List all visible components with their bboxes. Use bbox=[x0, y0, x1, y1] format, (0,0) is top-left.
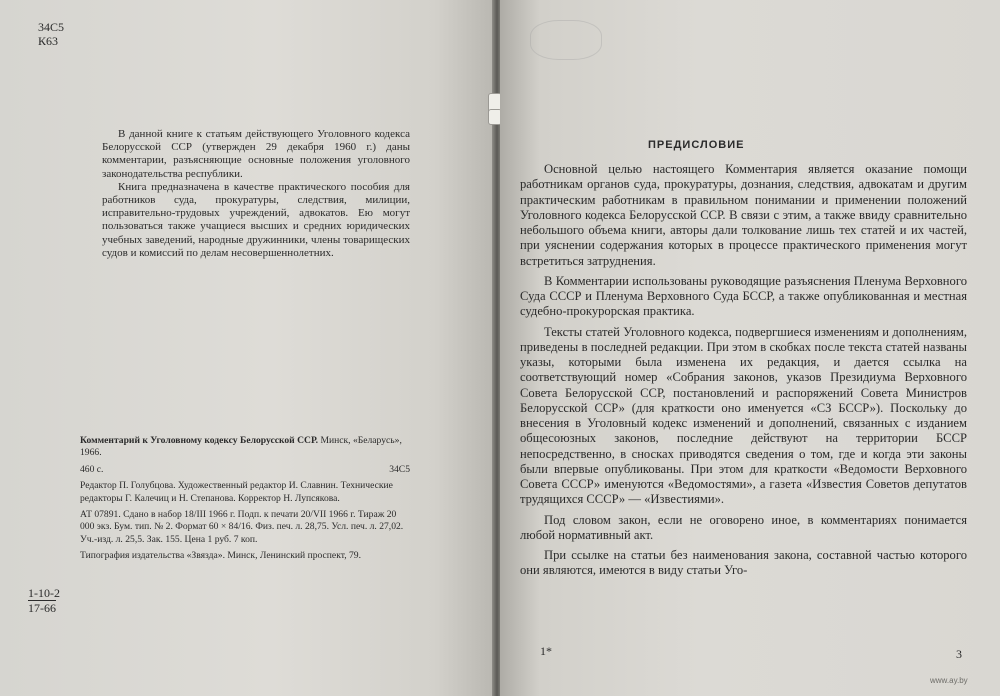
abstract-paragraph-2: Книга предназначена в качестве практического пособия для работников суда, прокуратуры, следствия, милиции, исправительно-трудовых учреждений, адвокатов. Ею могут пользоваться также учащиеся высших и средних юридических учебных заведений, народные дружинники, члены товарищеских судов и комиссий по делам несовершеннолетних. bbox=[102, 180, 410, 259]
abstract-paragraph-1: В данной книге к статьям действующего Уголовного кодекса Белорусской ССР (утвержден 29 декабря 1960 г.) даны комментарии, разъясняющие основные положения уголовного законодательства республики. bbox=[102, 128, 410, 180]
biblio-pages: 460 с. bbox=[80, 463, 104, 475]
biblio-credits: Редактор П. Голубцова. Художественный редактор И. Славнин. Технические редакторы Г. Калечиц и Н. Степанова. Корректор Н. Лупсякова. bbox=[80, 480, 393, 504]
preface-body bbox=[520, 162, 967, 584]
bibliographic-record bbox=[80, 435, 410, 567]
faded-stamp-icon bbox=[530, 20, 602, 60]
preface-title: ПРЕДИСЛОВИЕ bbox=[648, 139, 745, 151]
classification-line-2: К63 bbox=[38, 34, 59, 48]
watermark-text: www.ay.by bbox=[930, 676, 968, 685]
biblio-print-info: АТ 07891. Сдано в набор 18/III 1966 г. Подп. к печати 20/VII 1966 г. Тираж 20 000 экз. Бум. тип. № 2. Формат 60 × 84/16. Физ. печ. л. 28,75. Усл. печ. л. 27,02. Уч.-изд. л. 25,5. Зак. 155. Цена 1 руб. 7 коп. bbox=[80, 509, 404, 545]
left-page bbox=[0, 0, 494, 696]
signature-mark: 1* bbox=[540, 644, 552, 658]
preface-paragraph-1: Основной целью настоящего Комментария является оказание помощи работникам органов суда, прокуратуры, дознания, следствия, адвокатам и другим практическим работникам в правильном понимании и применении положений Уголовного кодекса Белорусской ССР. В связи с этим, а также ввиду сравнительно небольшого объема книги, авторы дали толкование лишь тех статей и их частей, при уяснении содержания которых в процессе практического применения могут встретиться затруднения. bbox=[520, 162, 967, 268]
index-numerator: 1-10-2 bbox=[28, 586, 60, 600]
biblio-imprint: Минск, «Беларусь», 1966. bbox=[80, 435, 402, 459]
preface-paragraph-3: Тексты статей Уголовного кодекса, подвергшиеся изменениям и дополнениям, приведены в последней редакции. При этом в скобках после текста статей названы указы, которыми была изменена их редакция, и дается ссылка на соответствующий номер «Собрания законов, указов Президиума Верховного Совета Белорусской ССР, постановлений и распоряжений Совета Министров Белорусской ССР» (для краткости оно именуется «СЗ БССР»). Поскольку до внесения в Уголовный кодекс изменений и дополнений, связанных с изданием общесоюзных законов, последние действуют на территории БССР непосредственно, в сносках приводятся сведения о том, где и когда эти законы были впервые опубликованы. При этом для краткости «Ведомости Верховного Совета СССР» именуются «Ведомостями», а газета «Известия Советов депутатов трудящихся СССР» — «Известиями». bbox=[520, 324, 967, 507]
book-abstract bbox=[102, 128, 410, 260]
preface-paragraph-2: В Комментарии использованы руководящие разъяснения Пленума Верховного Суда СССР и Пленума Верховного Суда БССР, а также опубликованная и местная судебно-прокурорская практика. bbox=[520, 273, 967, 319]
index-denominator: 17-66 bbox=[28, 601, 56, 615]
biblio-printer: Типография издательства «Звязда». Минск, Ленинский проспект, 79. bbox=[80, 550, 361, 562]
preface-paragraph-5: При ссылке на статьи без наименования закона, составной частью которого они являются, имеются в виду статьи Уго- bbox=[520, 548, 967, 578]
biblio-code: 34С5 bbox=[389, 463, 410, 475]
page-number: 3 bbox=[956, 647, 962, 661]
biblio-title: Комментарий к Уголовному кодексу Белорусской ССР. bbox=[80, 435, 319, 446]
classification-line-1: 34С5 bbox=[38, 20, 65, 34]
preface-paragraph-4: Под словом закон, если не оговорено иное, в комментариях понимается любой нормативный акт. bbox=[520, 512, 967, 542]
classification-code bbox=[38, 20, 64, 48]
publisher-index bbox=[28, 586, 60, 615]
